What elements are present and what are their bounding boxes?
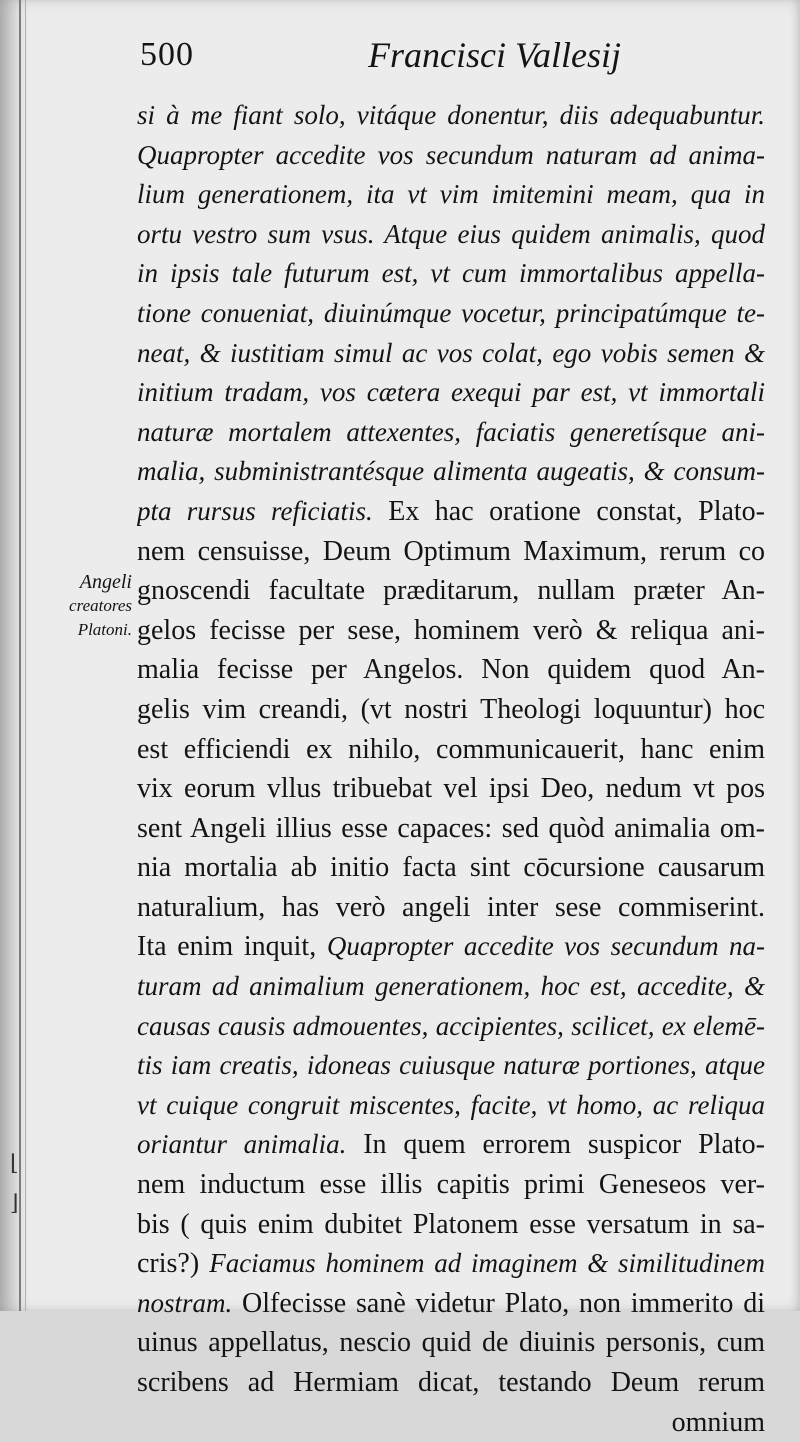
- text-line: turam ad animalium generationem, hoc est, accedite, &: [137, 971, 765, 1002]
- running-head: Francisci Vallesij: [368, 35, 621, 75]
- page-header: [140, 30, 700, 80]
- edge-mark: ⌊: [10, 1150, 19, 1175]
- text-line: nia mortalia ab initio facta sint cōcursione causarum: [137, 852, 765, 884]
- text-line: neat, & iustitiam simul ac vos colat, ego vobis semen &: [137, 337, 765, 368]
- text-line: ortu vestro sum vsus. Atque eius quidem animalis, quod: [137, 218, 765, 249]
- text-line: gnoscendi facultate præditarum, nullam præter An-: [137, 575, 765, 607]
- text-italic: oriantur animalia.: [137, 1129, 347, 1160]
- text-line: gelos fecisse per sese, hominem verò & reliqua ani-: [137, 614, 765, 646]
- text-line: vt cuique congruit miscentes, facite, vt homo, ac reliqua: [137, 1089, 765, 1120]
- marginal-note-line: Angeli: [79, 571, 132, 593]
- marginal-note-line: creatores: [69, 596, 132, 615]
- text-line: tione conueniat, diuinúmque vocetur, principatúmque te-: [137, 297, 765, 328]
- text-line: [137, 1125, 765, 1165]
- gutter-shadow: [19, 0, 21, 1311]
- text-line: nem censuisse, Deum Optimum Maximum, rerum co: [137, 535, 765, 567]
- text-line: sent Angeli illius esse capaces: sed quòd animalia om-: [137, 812, 765, 844]
- text-roman: cris?): [137, 1248, 210, 1280]
- text-line: initium tradam, vos cætera exequi par est, vt immortali: [137, 377, 765, 408]
- text-line: lium generationem, ita vt vim imitemini meam, qua in: [137, 179, 765, 210]
- text-line: [137, 927, 765, 967]
- text-line: Quapropter accedite vos secundum naturam ad anima-: [137, 139, 765, 170]
- text-line: tis iam creatis, idoneas cuiusque naturæ portiones, atque: [137, 1050, 765, 1081]
- text-line: uinus appellatus, nescio quid de diuinis personis, cum: [137, 1327, 765, 1359]
- text-italic: Quapropter accedite vos secundum na-: [326, 931, 765, 962]
- marginal-note: [40, 570, 132, 642]
- text-line: naturæ mortalem attexentes, faciatis generetísque ani-: [137, 416, 765, 447]
- text-roman: Olfecisse sanè videtur Plato, non immerito di: [232, 1287, 765, 1319]
- text-italic: Faciamus hominem ad imaginem & similitudinem: [209, 1248, 765, 1279]
- text-line: naturalium, has verò angeli inter sese commiserint.: [137, 891, 765, 923]
- body-text: [137, 96, 765, 1442]
- text-italic: pta rursus reficiatis.: [137, 495, 373, 526]
- text-line: [137, 1284, 765, 1324]
- page-number: 500: [140, 36, 194, 73]
- text-italic: nostram.: [137, 1287, 233, 1318]
- text-roman: Ita enim inquit,: [137, 931, 327, 963]
- marginal-note-line: Platoni.: [77, 620, 132, 639]
- text-line: est efficiendi ex nihilo, communicauerit, hanc enim: [137, 733, 765, 765]
- gutter-edge: [25, 0, 26, 1311]
- text-line: bis ( quis enim dubitet Platonem esse versatum in sa-: [137, 1208, 765, 1240]
- text-line: scribens ad Hermiam dicat, testando Deum rerum: [137, 1367, 765, 1398]
- text-roman: Ex hac oratione constat, Plato-: [372, 495, 765, 527]
- text-line: nem inductum esse illis capitis primi Geneseos ver-: [137, 1169, 765, 1201]
- text-line: malia fecisse per Angelos. Non quidem quod An-: [137, 654, 765, 686]
- text-line: si à me fiant solo, vitáque donentur, diis adequabuntur.: [137, 100, 765, 130]
- text-roman: In quem errorem suspicor Plato-: [346, 1129, 765, 1161]
- edge-mark: ⌋: [10, 1190, 19, 1215]
- text-line: gelis vim creandi, (vt nostri Theologi loquuntur) hoc: [137, 693, 765, 725]
- text-line: [137, 492, 765, 532]
- text-line: in ipsis tale futurum est, vt cum immortalibus appella-: [137, 258, 765, 289]
- text-line: causas causis admouentes, accipientes, scilicet, ex elemē-: [137, 1010, 765, 1041]
- text-line: [137, 1244, 765, 1284]
- catchword: omnium: [671, 1406, 765, 1438]
- text-line: vix eorum vllus tribuebat vel ipsi Deo, nedum vt pos: [137, 773, 765, 805]
- text-line: malia, subministrantésque alimenta augeatis, & consum-: [137, 456, 765, 487]
